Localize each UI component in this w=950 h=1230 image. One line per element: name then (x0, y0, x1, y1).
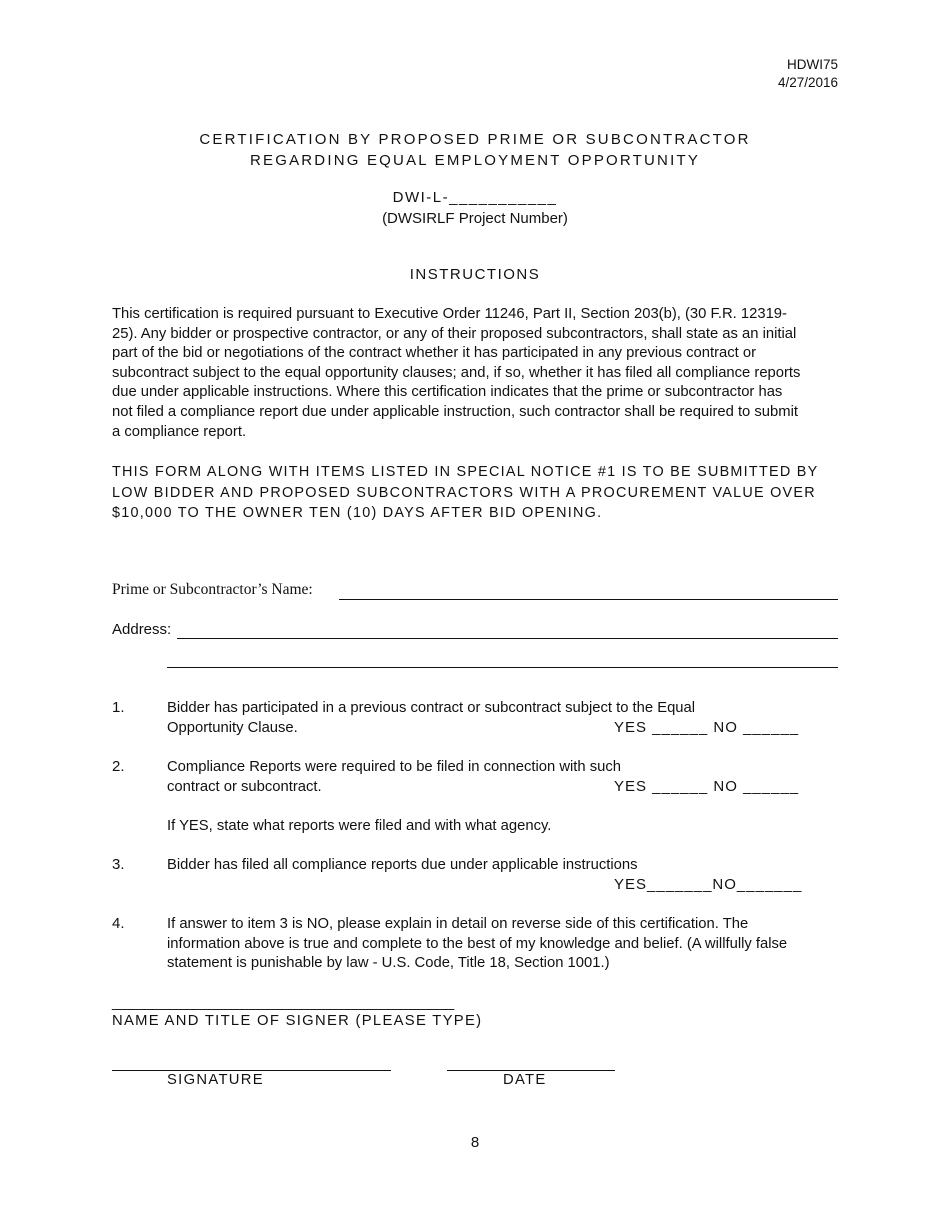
paragraph-line: 25). Any bidder or prospective contractor, or any of their proposed subcontractors, shall state as an initial (112, 325, 797, 342)
question-3-yes-no[interactable]: YES_______NO_______ (614, 876, 803, 893)
paragraph-line: a compliance report. (112, 423, 247, 440)
signer-name-title-label: NAME AND TITLE OF SIGNER (PLEASE TYPE) (112, 1013, 483, 1029)
question-2-yes-no[interactable]: YES ______ NO ______ (614, 778, 800, 795)
question-4-line-1: If answer to item 3 is NO, please explain in detail on reverse side of this certification. The (167, 916, 749, 932)
question-1-line-1: Bidder has participated in a previous contract or subcontract subject to the Equal (167, 700, 696, 716)
question-1-line-2: Opportunity Clause. (167, 719, 298, 736)
signature-label: SIGNATURE (167, 1072, 264, 1088)
notice-line: THIS FORM ALONG WITH ITEMS LISTED IN SPECIAL NOTICE #1 IS TO BE SUBMITTED BY (112, 464, 819, 480)
instructions-paragraph (112, 305, 838, 442)
form-code: HDWI75 (786, 57, 838, 72)
question-4-line-3: statement is punishable by law - U.S. Code, Title 18, Section 1001.) (167, 955, 610, 972)
question-4-line-2: information above is true and complete to the best of my knowledge and belief. (A willfully false (167, 935, 788, 952)
paragraph-line: This certification is required pursuant to Executive Order 11246, Part II, Section 203(b), (30 F.R. 12319- (112, 306, 787, 322)
paragraph-line: not filed a compliance report due under applicable instruction, such contractor shall be required to submit (112, 403, 798, 420)
signature-line[interactable] (112, 1070, 391, 1071)
paragraph-line: part of the bid or negotiations of the contract whether it has participated in any previous contract or (112, 345, 757, 362)
question-2-text (167, 758, 621, 797)
address-field-line-1[interactable] (177, 638, 838, 639)
contractor-name-label: Prime or Subcontractor’s Name: (112, 581, 313, 598)
project-number-block (0, 187, 950, 229)
question-2-line-1: Compliance Reports were required to be filed in connection with such (167, 759, 622, 775)
question-3-number: 3. (112, 856, 125, 873)
paragraph-line: subcontract subject to the equal opportunity clauses; and, if so, whether it has filed all compliance reports (112, 364, 801, 381)
title-line-1: CERTIFICATION BY PROPOSED PRIME OR SUBCONTRACTOR (199, 131, 751, 148)
date-line[interactable] (447, 1070, 615, 1071)
date-label: DATE (503, 1072, 547, 1088)
instructions-heading: INSTRUCTIONS (409, 266, 541, 283)
document-title (0, 129, 950, 171)
form-reference (778, 56, 838, 92)
address-label: Address: (112, 621, 172, 638)
signer-name-underline[interactable]: __________________________________________ (112, 994, 454, 1011)
submission-notice (112, 462, 838, 524)
question-2-followup: If YES, state what reports were filed and with what agency. (167, 818, 552, 834)
page-number: 8 (470, 1134, 480, 1151)
title-line-2: REGARDING EQUAL EMPLOYMENT OPPORTUNITY (249, 152, 701, 169)
question-2-line-2: contract or subcontract. (167, 778, 322, 795)
question-4-number: 4. (112, 915, 125, 932)
question-2-number: 2. (112, 758, 125, 775)
project-number-line: DWI-L-___________ (392, 189, 558, 206)
form-date: 4/27/2016 (777, 75, 838, 90)
question-4-text (167, 915, 787, 974)
notice-line: $10,000 TO THE OWNER TEN (10) DAYS AFTER BID OPENING. (112, 505, 603, 521)
address-field-line-2[interactable] (167, 667, 838, 668)
question-1-number: 1. (112, 699, 125, 716)
project-number-caption: (DWSIRLF Project Number) (382, 210, 568, 227)
paragraph-line: due under applicable instructions. Where this certification indicates that the prime or subcontractor has (112, 384, 783, 401)
question-1-yes-no[interactable]: YES ______ NO ______ (614, 719, 800, 736)
notice-line: LOW BIDDER AND PROPOSED SUBCONTRACTORS WITH A PROCUREMENT VALUE OVER (112, 484, 816, 501)
contractor-name-field[interactable] (339, 599, 838, 600)
question-3-text: Bidder has filed all compliance reports due under applicable instructions (167, 857, 638, 873)
